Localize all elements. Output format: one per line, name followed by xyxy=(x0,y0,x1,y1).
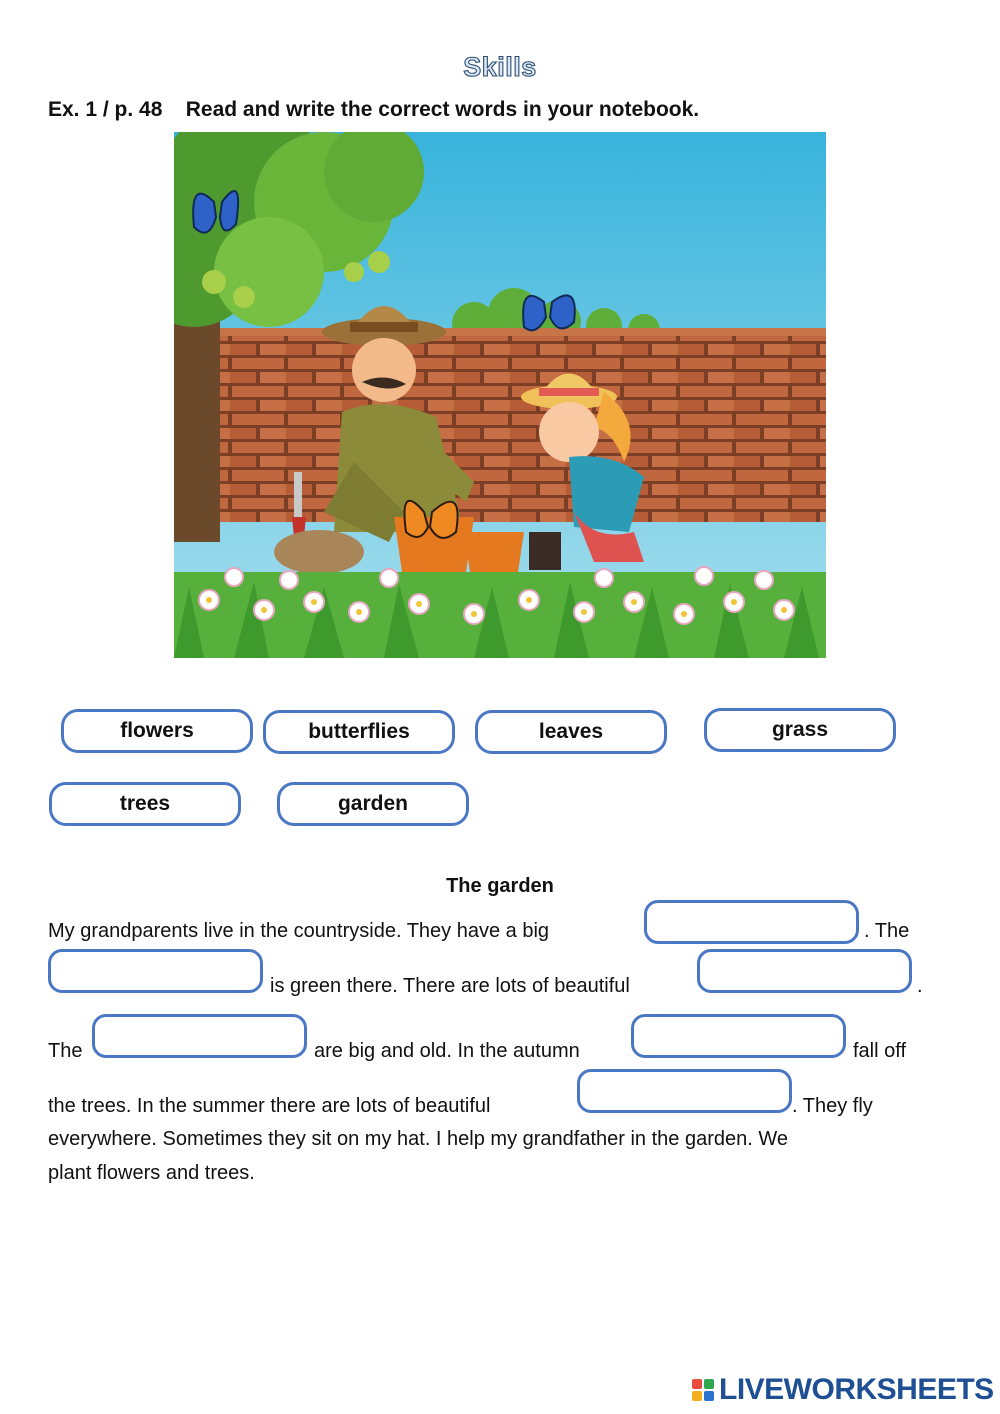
story-text: . xyxy=(917,975,923,997)
brand-footer xyxy=(692,1373,994,1407)
answer-blank-6[interactable] xyxy=(577,1069,792,1113)
story-text: The xyxy=(48,1040,83,1062)
page-title: Skills xyxy=(463,52,537,82)
word-chip-grass[interactable]: grass xyxy=(704,708,896,752)
story-text: fall off xyxy=(853,1040,906,1062)
story-text: . The xyxy=(864,920,910,942)
word-chip-butterflies[interactable]: butterflies xyxy=(263,710,455,754)
word-chip-garden[interactable]: garden xyxy=(277,782,469,826)
word-chip-leaves[interactable]: leaves xyxy=(475,710,667,754)
answer-blank-1[interactable] xyxy=(644,900,859,944)
story-heading: The garden xyxy=(446,875,554,897)
garden-illustration xyxy=(174,132,826,658)
answer-blank-5[interactable] xyxy=(631,1014,846,1058)
answer-blank-2[interactable] xyxy=(48,949,263,993)
story-text: are big and old. In the autumn xyxy=(314,1040,580,1062)
word-chip-flowers[interactable]: flowers xyxy=(61,709,253,753)
answer-blank-4[interactable] xyxy=(92,1014,307,1058)
liveworksheets-logo-icon xyxy=(692,1379,714,1401)
word-chip-trees[interactable]: trees xyxy=(49,782,241,826)
brand-name: LIVEWORKSHEETS xyxy=(719,1373,994,1406)
exercise-instruction: Ex. 1 / p. 48 Read and write the correct words in your notebook. xyxy=(48,98,700,121)
story-text: is green there. There are lots of beautiful xyxy=(270,975,630,997)
story-text: plant flowers and trees. xyxy=(48,1162,255,1184)
story-text: the trees. In the summer there are lots of beautiful xyxy=(48,1095,491,1117)
story-text: My grandparents live in the countryside. They have a big xyxy=(48,920,550,942)
brick-wall xyxy=(174,332,826,522)
story-text: . They fly xyxy=(792,1095,873,1117)
story-text: everywhere. Sometimes they sit on my hat. I help my grandfather in the garden. We xyxy=(48,1128,788,1150)
answer-blank-3[interactable] xyxy=(697,949,912,993)
